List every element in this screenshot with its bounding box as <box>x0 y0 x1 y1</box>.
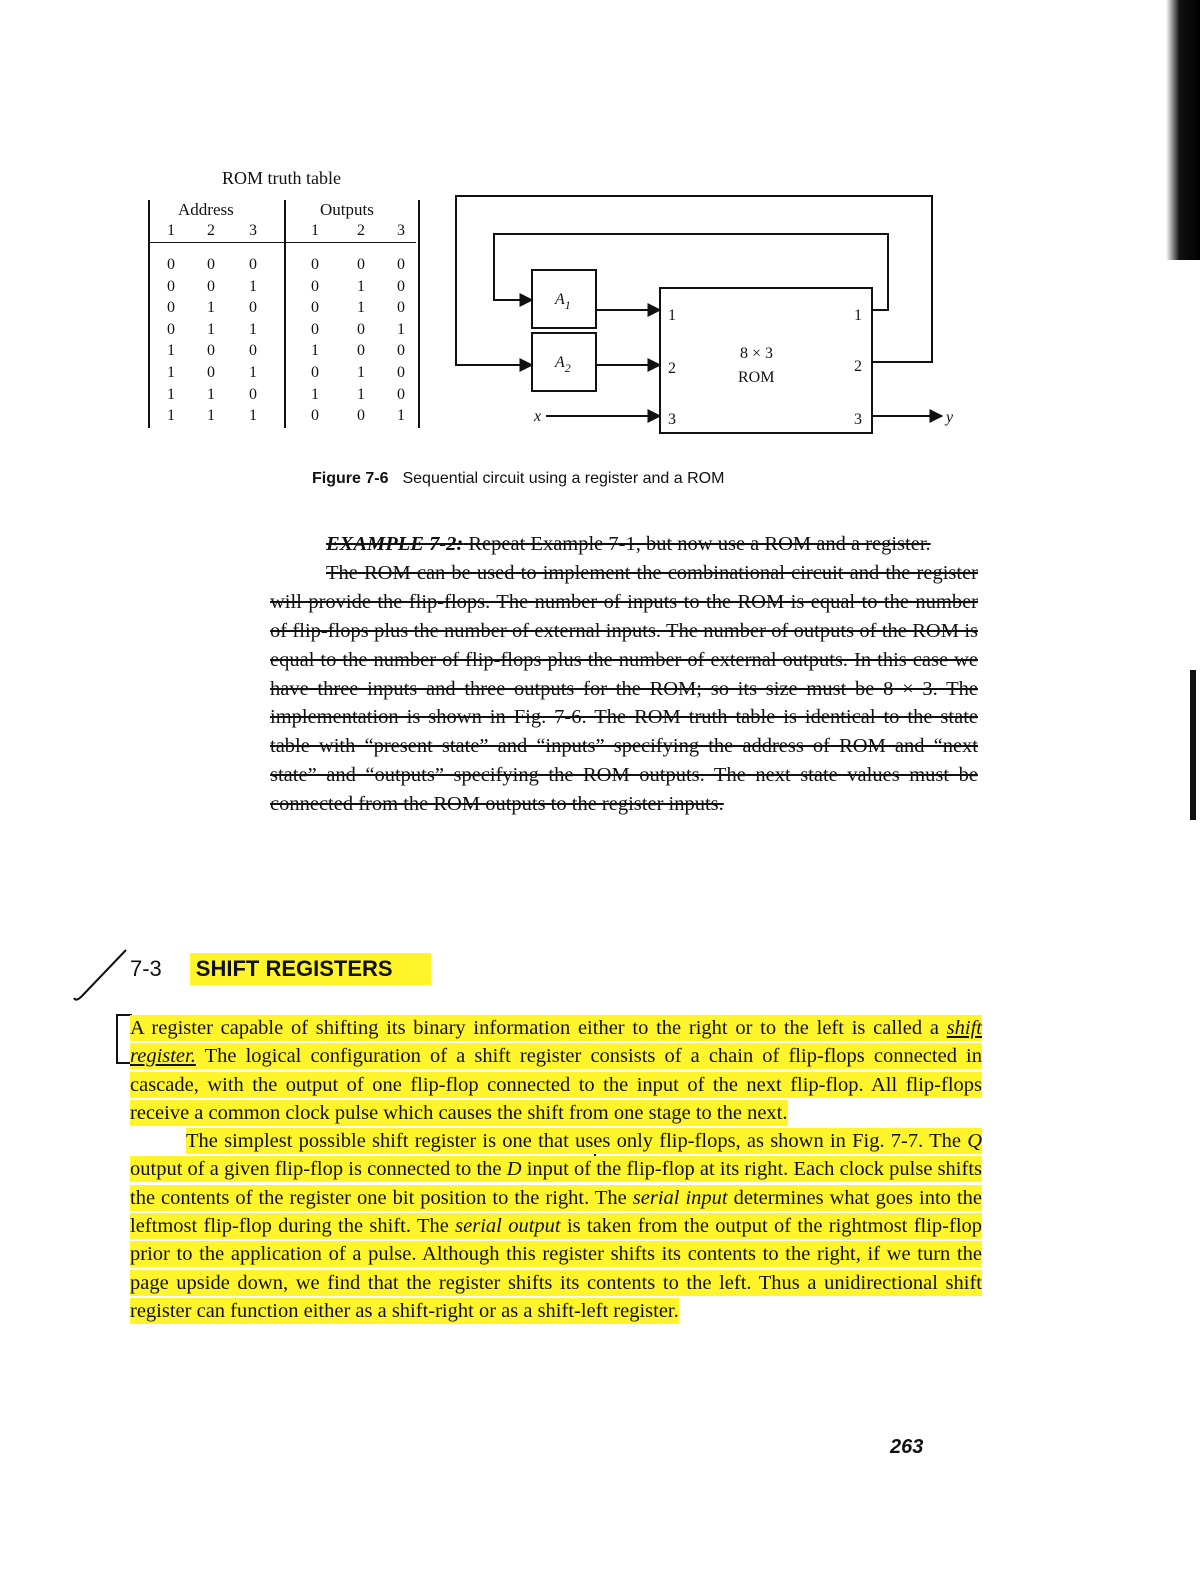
output-bit-cell: 0 <box>397 342 405 360</box>
output-bit-cell: 1 <box>397 320 405 338</box>
rom-output-pin: 3 <box>854 411 862 428</box>
paragraph-2-text: The simplest possible shift register is one that uses only flip-flops, as shown in Fig. 7-7. The <box>186 1130 961 1153</box>
outputs-header: Outputs <box>320 200 374 219</box>
header-rule <box>148 242 416 243</box>
paragraph-2-text: output of a given flip-flop is connected to the <box>130 1158 502 1181</box>
address-bit-cell: 0 <box>249 385 257 403</box>
column-separator <box>284 200 286 428</box>
address-bit-cell: 1 <box>249 277 257 295</box>
output-bit-cell: 1 <box>311 385 319 403</box>
example-intro <box>270 530 978 559</box>
paragraph-2 <box>130 1127 982 1325</box>
address-bit-cell: 1 <box>207 299 215 317</box>
output-bit-cell: 0 <box>397 299 405 317</box>
address-bit-cell: 1 <box>207 407 215 425</box>
paragraph-1-text: A register capable of shifting its binary information either to the right or to the left is called a <box>130 1017 939 1039</box>
paragraph-2-text: determines what goes into the leftmost flip-flop during the shift. The <box>130 1186 982 1238</box>
truth-table-caption: ROM truth table <box>222 168 341 188</box>
address-column-header: 2 <box>207 222 215 239</box>
address-bit-cell: 1 <box>167 342 175 360</box>
rom-label: ROM <box>738 369 775 386</box>
address-bit-cell: 0 <box>249 299 257 317</box>
section-number: 7-3 <box>130 956 162 981</box>
address-bit-cell: 0 <box>249 256 257 273</box>
output-bit-cell: 0 <box>311 320 319 338</box>
output-bit-cell: 0 <box>357 256 365 273</box>
address-bit-cell: 1 <box>207 320 215 338</box>
address-bit-cell: 0 <box>167 256 175 273</box>
address-bit-cell: 1 <box>207 385 215 403</box>
rom-input-pin: 2 <box>668 360 676 377</box>
figure-number: Figure 7-6 <box>312 470 389 487</box>
page-number: 263 <box>890 1436 924 1458</box>
address-bit-cell: 0 <box>207 342 215 360</box>
serial-input-term: serial input <box>632 1186 728 1209</box>
output-bit-cell: 0 <box>357 342 365 360</box>
rom-input-pin: 3 <box>668 411 676 428</box>
output-column-header: 3 <box>397 222 405 239</box>
input-x-label: x <box>534 408 542 425</box>
address-column-header: 1 <box>167 222 175 239</box>
output-bit-cell: 0 <box>357 320 365 338</box>
output-bit-cell: 1 <box>311 342 319 360</box>
output-bit-cell: 0 <box>397 364 405 381</box>
output-bit-cell: 1 <box>357 299 365 317</box>
sequential-circuit-diagram <box>450 190 970 440</box>
output-bit-cell: 0 <box>311 407 319 425</box>
address-bit-cell: 1 <box>249 320 257 338</box>
address-bit-cell: 1 <box>167 407 175 425</box>
rom-output-pin: 1 <box>854 307 862 324</box>
output-bit-cell: 1 <box>357 364 365 381</box>
register-a1-label: $A_1$ <box>555 291 571 312</box>
output-bit-cell: 0 <box>311 277 319 295</box>
address-bit-cell: 0 <box>249 342 257 360</box>
rom-input-pin: 1 <box>668 307 676 324</box>
address-bit-cell: 0 <box>207 277 215 295</box>
example-label: EXAMPLE 7-2: <box>326 533 464 555</box>
address-bit-cell: 1 <box>249 407 257 425</box>
address-bit-cell: 1 <box>167 364 175 381</box>
address-column-header: 3 <box>249 222 257 239</box>
shift-register-term: shift register. <box>130 1017 982 1068</box>
scan-edge-artifact <box>1166 0 1200 260</box>
d-symbol: D <box>506 1158 522 1181</box>
address-bit-cell: 1 <box>167 385 175 403</box>
paragraph-2-text: is taken from the output of the rightmost flip-flop prior to the application of a pulse. Although this register shifts its contents to the right, if we turn the page upside down, we find that the register shifts its contents to the left. Thus a unidirectional shift register can function either as a shift-right or as a shift-left register. <box>130 1215 983 1322</box>
serial-output-term: serial output <box>455 1215 561 1238</box>
example-body: The ROM can be used to implement the combinational circuit and the register will provide the flip-flops. The number of inputs to the ROM is equal to the number of flip-flops plus the number of external inputs. The number of outputs of the ROM is equal to the number of flip-flops plus the number of external outputs. In this case we have three inputs and three outputs for the ROM; so its size must be 8 × 3. The implementation is shown in Fig. 7-6. The ROM truth table is identical to the state table with “present state” and “inputs” specifying the address of ROM and “next state” and “outputs” specifying the ROM outputs. The next state values must be connected from the ROM outputs to the register inputs. <box>270 561 978 816</box>
output-bit-cell: 0 <box>311 364 319 381</box>
output-bit-cell: 1 <box>397 407 405 425</box>
figure-caption <box>312 470 724 488</box>
output-bit-cell: 1 <box>357 277 365 295</box>
paragraph-1 <box>130 1014 982 1127</box>
example-intro-text: Repeat Example 7-1, but now use a ROM and a register. <box>468 533 931 555</box>
address-bit-cell: 1 <box>249 364 257 381</box>
rom-truth-table <box>148 196 418 432</box>
output-column-header: 2 <box>357 222 365 239</box>
section-heading <box>130 952 431 986</box>
output-bit-cell: 0 <box>311 299 319 317</box>
output-bit-cell: 0 <box>397 256 405 273</box>
output-bit-cell: 1 <box>357 385 365 403</box>
address-bit-cell: 0 <box>167 277 175 295</box>
paragraph-1-text: The logical configuration of a shift register consists of a chain of flip-flops connected in cascade, with the output of one flip-flop connected to the input of the next flip-flop. All flip-flops receive a common clock pulse which causes the shift from one stage to the next. <box>130 1045 982 1124</box>
register-a2-label: $A_2$ <box>555 354 571 375</box>
address-bit-cell: 0 <box>207 364 215 381</box>
section-body <box>130 1014 982 1325</box>
section-title: SHIFT REGISTERS <box>190 953 431 985</box>
address-bit-cell: 0 <box>167 320 175 338</box>
address-header: Address <box>178 200 234 219</box>
output-bit-cell: 0 <box>357 407 365 425</box>
rom-output-pin: 2 <box>854 358 862 375</box>
output-bit-cell: 0 <box>397 385 405 403</box>
output-y-label: y <box>946 409 954 426</box>
example-paragraph <box>270 530 978 819</box>
q-symbol: Q <box>967 1130 982 1153</box>
address-bit-cell: 0 <box>207 256 215 273</box>
rom-size-label: 8 × 3 <box>740 345 774 362</box>
output-column-header: 1 <box>311 222 319 239</box>
scan-edge-artifact <box>1190 670 1196 820</box>
output-bit-cell: 0 <box>311 256 319 273</box>
output-bit-cell: 0 <box>397 277 405 295</box>
address-bit-cell: 0 <box>167 299 175 317</box>
paragraph-2-text: input of the flip-flop at its right. Each clock pulse shifts the contents of the register one bit position to the right. The <box>130 1158 983 1209</box>
figure-caption-text: Sequential circuit using a register and a ROM <box>402 470 725 487</box>
